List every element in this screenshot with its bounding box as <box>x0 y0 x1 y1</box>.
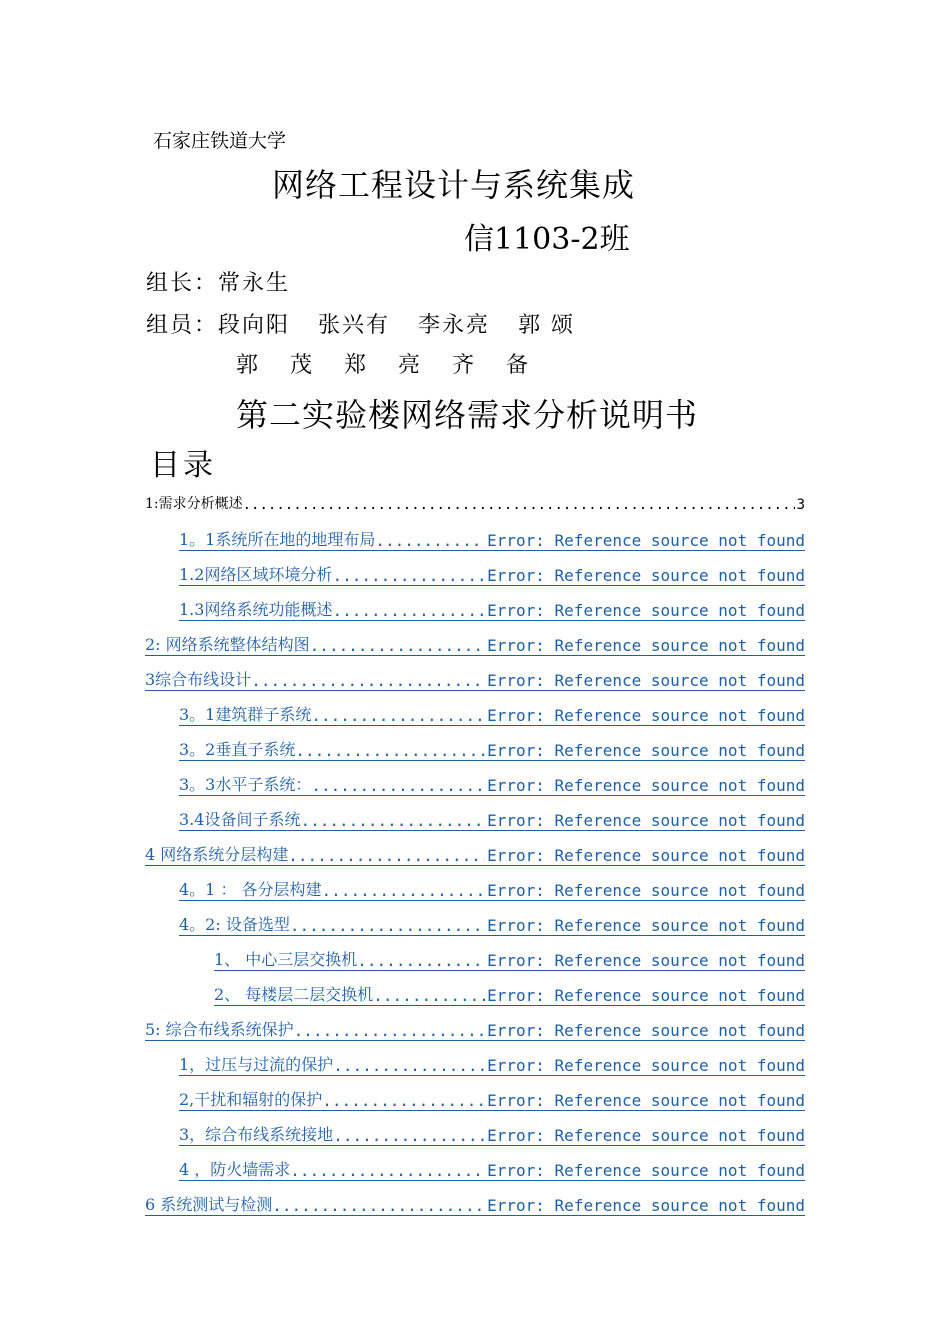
leader-label: 组长： <box>146 271 219 296</box>
toc-heading: 目录 <box>150 448 216 483</box>
toc-entry-page: Error: Reference source not found <box>487 846 805 865</box>
members-label: 组员： <box>146 313 219 338</box>
member-char: 亮 <box>398 353 423 378</box>
toc-entry-page: Error: Reference source not found <box>487 706 805 725</box>
team-leader <box>146 266 290 297</box>
member-name: 李永亮 <box>418 313 491 338</box>
member-name: 段向阳 <box>218 313 291 338</box>
toc-entry[interactable] <box>179 1156 805 1181</box>
toc-entry-text: 4。1 ： 各分层构建 <box>179 880 322 899</box>
toc-entry-page: Error: Reference source not found <box>487 741 805 760</box>
member-char: 郑 <box>344 353 369 378</box>
toc-entry-text: 2: 网络系统整体结构图 <box>145 635 310 654</box>
toc-entry <box>145 489 805 513</box>
toc-entry-text: 5: 综合布线系统保护 <box>145 1020 294 1039</box>
toc-leader-dots <box>243 497 795 513</box>
toc-entry-page: Error: Reference source not found <box>487 951 805 970</box>
toc-entry-page: Error: Reference source not found <box>487 1196 805 1215</box>
toc-entry-page: Error: Reference source not found <box>487 636 805 655</box>
toc-entry-page: Error: Reference source not found <box>487 1091 805 1110</box>
toc-entry-text: 3。1建筑群子系统 <box>179 705 312 724</box>
toc-entry[interactable] <box>214 946 805 971</box>
toc-entry[interactable] <box>179 1051 805 1076</box>
toc-leader-dots <box>332 601 485 620</box>
toc-entry-text: 3。3水平子系统： <box>179 775 312 794</box>
toc-entry[interactable] <box>145 1016 805 1041</box>
toc-leader-dots <box>294 1021 485 1040</box>
toc-entry-page: Error: Reference source not found <box>487 1021 805 1040</box>
toc-leader-dots <box>311 706 485 725</box>
class-name: 信1103-2班 <box>464 222 630 257</box>
toc-entry-text: 2、 每楼层二层交换机 <box>214 985 374 1004</box>
toc-entry-page: Error: Reference source not found <box>487 881 805 900</box>
toc-leader-dots <box>300 811 485 830</box>
toc-leader-dots <box>311 776 485 795</box>
toc-entry-text: 1:需求分析概述 <box>145 496 243 512</box>
toc-entry[interactable] <box>179 561 805 586</box>
toc-entry-text: 1.3网络系统功能概述 <box>179 600 333 619</box>
toc-leader-dots <box>373 986 485 1005</box>
toc-entry-page: Error: Reference source not found <box>487 1161 805 1180</box>
toc-leader-dots <box>251 671 485 690</box>
toc-entry-text: 6 系统测试与检测 <box>145 1195 273 1214</box>
toc-leader-dots <box>332 566 485 585</box>
toc-entry-page: Error: Reference source not found <box>487 986 805 1005</box>
member-char: 备 <box>506 353 531 378</box>
member-name: 郭 颂 <box>518 313 576 338</box>
team-members <box>146 308 575 339</box>
toc-entry-page: Error: Reference source not found <box>487 1126 805 1145</box>
toc-entry-page: 3 <box>796 497 805 513</box>
toc-entry-text: 3综合布线设计 <box>145 670 252 689</box>
toc-entry-text: 1。1系统所在地的地理布局 <box>179 530 376 549</box>
toc-entry-text: 1.2网络区域环境分析 <box>179 565 333 584</box>
team-members-row2 <box>236 348 530 379</box>
course-title: 网络工程设计与系统集成 <box>272 166 636 204</box>
member-char: 齐 <box>452 353 477 378</box>
toc-entry[interactable] <box>179 736 805 761</box>
toc-leader-dots <box>322 881 486 900</box>
toc-entry-page: Error: Reference source not found <box>487 776 805 795</box>
toc-entry[interactable] <box>179 526 805 551</box>
toc-entry[interactable] <box>179 596 805 621</box>
member-char: 郭 <box>236 353 261 378</box>
toc-entry-text: 3，综合布线系统接地 <box>179 1125 334 1144</box>
member-char: 茂 <box>290 353 315 378</box>
toc-entry-page: Error: Reference source not found <box>487 566 805 585</box>
toc-leader-dots <box>322 1091 485 1110</box>
toc-entry[interactable] <box>179 1086 805 1111</box>
toc-entry[interactable] <box>179 771 805 796</box>
toc-entry[interactable] <box>179 876 805 901</box>
toc-leader-dots <box>290 916 485 935</box>
leader-name: 常永生 <box>218 271 291 296</box>
toc-entry[interactable] <box>145 1191 805 1216</box>
toc-leader-dots <box>288 846 485 865</box>
toc-entry-page: Error: Reference source not found <box>487 531 805 550</box>
toc-entry-text: 3.4设备间子系统 <box>179 810 301 829</box>
toc-entry-page: Error: Reference source not found <box>487 1056 805 1075</box>
toc-entry-text: 1、 中心三层交换机 <box>214 950 358 969</box>
toc-entry[interactable] <box>179 1121 805 1146</box>
toc-entry[interactable] <box>145 666 805 691</box>
document-title: 第二实验楼网络需求分析说明书 <box>236 396 699 434</box>
toc-entry-page: Error: Reference source not found <box>487 601 805 620</box>
toc-entry[interactable] <box>145 841 805 866</box>
toc-leader-dots <box>357 951 485 970</box>
toc-leader-dots <box>375 531 485 550</box>
toc-entry-text: 1，过压与过流的保护 <box>179 1055 334 1074</box>
university-name: 石家庄铁道大学 <box>153 130 287 152</box>
toc-entry-text: 4 ，防火墙需求 <box>179 1160 291 1179</box>
toc-entry-text: 4。2: 设备选型 <box>179 915 290 934</box>
toc-entry[interactable] <box>179 911 805 936</box>
toc-entry-page: Error: Reference source not found <box>487 811 805 830</box>
toc-entry[interactable] <box>179 701 805 726</box>
toc-leader-dots <box>272 1196 485 1215</box>
toc-entry[interactable] <box>214 981 805 1006</box>
toc-entry-text: 4 网络系统分层构建 <box>145 845 289 864</box>
toc-entry[interactable] <box>179 806 805 831</box>
toc-entry-text: 2,干扰和辐射的保护 <box>179 1090 323 1109</box>
toc-leader-dots <box>333 1056 485 1075</box>
toc-leader-dots <box>310 636 485 655</box>
toc-entry-page: Error: Reference source not found <box>487 671 805 690</box>
toc-leader-dots <box>333 1126 485 1145</box>
toc-entry[interactable] <box>145 631 805 656</box>
toc-leader-dots <box>295 741 485 760</box>
toc-leader-dots <box>290 1161 485 1180</box>
toc-entry-page: Error: Reference source not found <box>487 916 805 935</box>
toc-entry-text: 3。2垂直子系统 <box>179 740 296 759</box>
member-name: 张兴有 <box>318 313 391 338</box>
